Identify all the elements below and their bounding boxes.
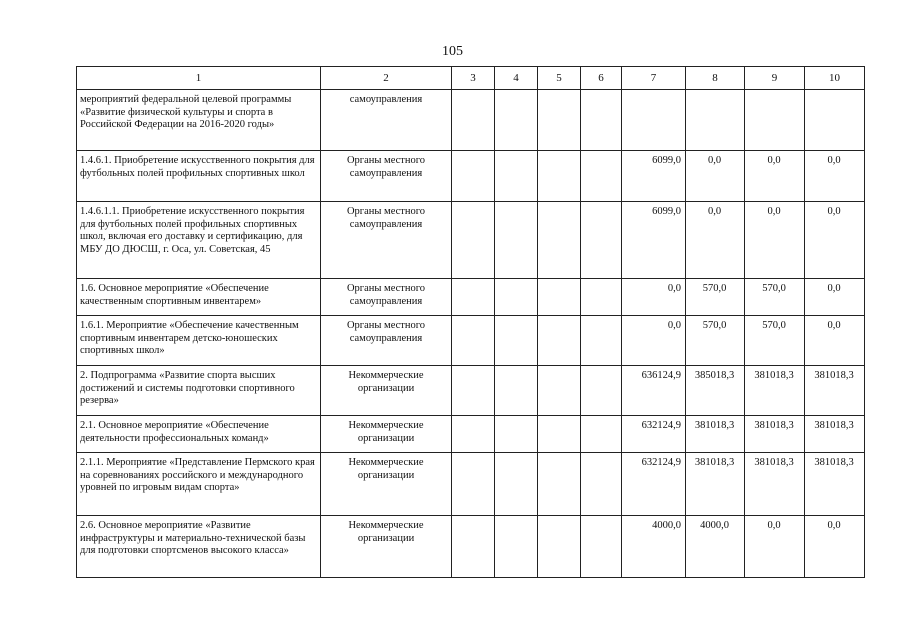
table-row: [77, 316, 865, 366]
table-row: [77, 366, 865, 416]
measure-name-cell: 2.6. Основное мероприятие «Развитие инфраструктуры и материально-технической базы для подготовки спортсменов высокого класса»: [77, 516, 321, 578]
value-cell: 570,0: [745, 279, 805, 316]
value-cell: 6099,0: [622, 151, 686, 202]
value-cell: [452, 202, 495, 279]
budget-table: [76, 66, 865, 578]
value-cell: 632124,9: [622, 453, 686, 516]
measure-name-cell: 1.4.6.1. Приобретение искусственного покрытия для футбольных полей профильных спортивных школ: [77, 151, 321, 202]
header-col-9: 9: [745, 67, 805, 90]
measure-name-cell: 1.4.6.1.1. Приобретение искусственного покрытия для футбольных полей профильных спортивных школ, включая его доставку и сертификацию, для МБУ ДО ДЮСШ, г. Оса, ул. Советская, 45: [77, 202, 321, 279]
value-cell: [495, 151, 538, 202]
value-cell: [538, 279, 581, 316]
value-cell: [581, 416, 622, 453]
page-number: 105: [442, 44, 463, 59]
header-col-5: 5: [538, 67, 581, 90]
value-cell: [538, 202, 581, 279]
executor-cell: самоуправления: [321, 90, 452, 151]
value-cell: [495, 279, 538, 316]
executor-cell: Некоммерческие организации: [321, 366, 452, 416]
value-cell: 0,0: [622, 279, 686, 316]
value-cell: 636124,9: [622, 366, 686, 416]
value-cell: [538, 316, 581, 366]
value-cell: [805, 90, 865, 151]
header-col-2: 2: [321, 67, 452, 90]
value-cell: 6099,0: [622, 202, 686, 279]
measure-name-cell: мероприятий федеральной целевой программы «Развитие физической культуры и спорта в Российской Федерации на 2016-2020 годы»: [77, 90, 321, 151]
measure-name-cell: 1.6. Основное мероприятие «Обеспечение качественным спортивным инвентарем»: [77, 279, 321, 316]
value-cell: 381018,3: [805, 453, 865, 516]
value-cell: [495, 90, 538, 151]
value-cell: 0,0: [805, 202, 865, 279]
value-cell: [538, 90, 581, 151]
value-cell: 0,0: [805, 151, 865, 202]
executor-cell: Некоммерческие организации: [321, 516, 452, 578]
value-cell: 570,0: [686, 279, 745, 316]
value-cell: 381018,3: [686, 416, 745, 453]
measure-name-cell: 1.6.1. Мероприятие «Обеспечение качественным спортивным инвентарем детско-юношеских спортивных школ»: [77, 316, 321, 366]
value-cell: 632124,9: [622, 416, 686, 453]
value-cell: [538, 366, 581, 416]
measure-name-cell: 2.1. Основное мероприятие «Обеспечение деятельности профессиональных команд»: [77, 416, 321, 453]
header-col-6: 6: [581, 67, 622, 90]
value-cell: [452, 366, 495, 416]
value-cell: [581, 516, 622, 578]
value-cell: [581, 279, 622, 316]
value-cell: [745, 90, 805, 151]
value-cell: 0,0: [805, 316, 865, 366]
measure-name-cell: 2. Подпрограмма «Развитие спорта высших достижений и системы подготовки спортивного резерва»: [77, 366, 321, 416]
value-cell: 385018,3: [686, 366, 745, 416]
value-cell: 4000,0: [622, 516, 686, 578]
value-cell: 381018,3: [745, 366, 805, 416]
table-row: [77, 90, 865, 151]
value-cell: 0,0: [805, 516, 865, 578]
value-cell: [686, 90, 745, 151]
value-cell: [581, 151, 622, 202]
header-row: [77, 67, 865, 90]
value-cell: 0,0: [622, 316, 686, 366]
value-cell: [452, 316, 495, 366]
executor-cell: Органы местного самоуправления: [321, 279, 452, 316]
value-cell: 381018,3: [745, 453, 805, 516]
value-cell: 570,0: [745, 316, 805, 366]
value-cell: [538, 151, 581, 202]
executor-cell: Органы местного самоуправления: [321, 316, 452, 366]
value-cell: 0,0: [745, 202, 805, 279]
executor-cell: Органы местного самоуправления: [321, 202, 452, 279]
value-cell: [495, 516, 538, 578]
value-cell: [495, 366, 538, 416]
value-cell: [452, 416, 495, 453]
value-cell: [622, 90, 686, 151]
value-cell: [538, 453, 581, 516]
table-row: [77, 516, 865, 578]
table-row: [77, 279, 865, 316]
value-cell: [581, 366, 622, 416]
executor-cell: Органы местного самоуправления: [321, 151, 452, 202]
value-cell: 381018,3: [686, 453, 745, 516]
value-cell: 0,0: [745, 151, 805, 202]
value-cell: [581, 453, 622, 516]
value-cell: [452, 453, 495, 516]
value-cell: 0,0: [686, 151, 745, 202]
value-cell: [538, 416, 581, 453]
value-cell: [495, 316, 538, 366]
value-cell: [581, 90, 622, 151]
executor-cell: Некоммерческие организации: [321, 453, 452, 516]
header-col-4: 4: [495, 67, 538, 90]
value-cell: 4000,0: [686, 516, 745, 578]
value-cell: 381018,3: [805, 366, 865, 416]
value-cell: [495, 453, 538, 516]
executor-cell: Некоммерческие организации: [321, 416, 452, 453]
value-cell: [538, 516, 581, 578]
header-col-7: 7: [622, 67, 686, 90]
value-cell: 0,0: [686, 202, 745, 279]
value-cell: [495, 202, 538, 279]
value-cell: 381018,3: [745, 416, 805, 453]
value-cell: 381018,3: [805, 416, 865, 453]
value-cell: [452, 516, 495, 578]
header-col-10: 10: [805, 67, 865, 90]
header-col-1: 1: [77, 67, 321, 90]
table-row: [77, 416, 865, 453]
header-col-3: 3: [452, 67, 495, 90]
table-row: [77, 202, 865, 279]
value-cell: [581, 316, 622, 366]
table-row: [77, 453, 865, 516]
value-cell: [452, 90, 495, 151]
value-cell: 570,0: [686, 316, 745, 366]
value-cell: 0,0: [745, 516, 805, 578]
value-cell: [452, 279, 495, 316]
value-cell: [495, 416, 538, 453]
value-cell: [452, 151, 495, 202]
header-col-8: 8: [686, 67, 745, 90]
value-cell: [581, 202, 622, 279]
table-row: [77, 151, 865, 202]
value-cell: 0,0: [805, 279, 865, 316]
measure-name-cell: 2.1.1. Мероприятие «Представление Пермского края на соревнованиях российского и международного уровней по игровым видам спорта»: [77, 453, 321, 516]
